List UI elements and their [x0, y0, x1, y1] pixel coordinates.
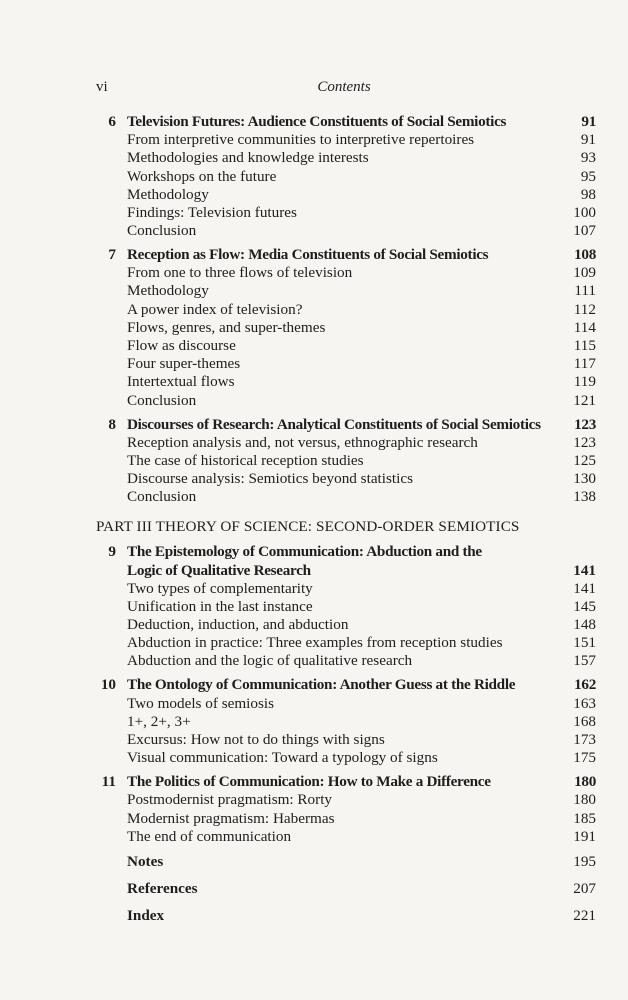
section-title: Methodology [127, 185, 209, 203]
page-number: 123 [574, 415, 596, 433]
section-entry [96, 713, 596, 731]
page-number: 98 [580, 185, 596, 203]
section-title: Postmodernist pragmatism: Rorty [127, 791, 333, 809]
section-title: Conclusion [127, 488, 197, 506]
section-entry [96, 168, 596, 186]
table-of-contents [96, 113, 596, 927]
section-entry [96, 434, 596, 452]
section-entry [96, 580, 596, 598]
chapter-title-continued [96, 562, 596, 580]
section-title: From interpretive communities to interpretive repertoires [127, 131, 475, 149]
section-title: Findings: Television futures [127, 203, 297, 221]
page-number: 121 [573, 391, 596, 409]
section-entry [96, 828, 596, 846]
page-number: 175 [573, 749, 596, 767]
page-number: 91 [580, 131, 596, 149]
section-entry [96, 186, 596, 204]
page-number: 108 [574, 246, 596, 264]
page-number: 125 [573, 451, 596, 469]
section-title: The case of historical reception studies [127, 451, 364, 469]
section-title: Abduction and the logic of qualitative research [127, 652, 413, 670]
section-entry [96, 373, 596, 391]
section-entry [96, 652, 596, 670]
section-title: Conclusion [127, 222, 197, 240]
section-entry [96, 749, 596, 767]
section-title: Conclusion [127, 391, 197, 409]
section-entry [96, 791, 596, 809]
chapter-number: 9 [108, 543, 116, 561]
part-title: PART III THEORY OF SCIENCE: SECOND-ORDER SEMIOTICS [96, 517, 520, 535]
page-number: 112 [573, 300, 596, 318]
chapter-title: The Politics of Communication: How to Make a Difference [127, 773, 491, 791]
chapter-entry [96, 543, 596, 561]
chapter-title: Television Futures: Audience Constituents of Social Semiotics [127, 113, 507, 130]
section-title: Methodology [127, 282, 209, 300]
section-entry [96, 598, 596, 616]
page-number: 95 [580, 167, 596, 185]
page-number: 119 [573, 373, 596, 391]
section-entry [96, 149, 596, 167]
section-title: Discourse analysis: Semiotics beyond statistics [127, 470, 413, 488]
section-title: Intertextual flows [127, 373, 235, 391]
chapter-entry [96, 773, 596, 791]
section-entry [96, 222, 596, 240]
chapter-title: Discourses of Research: Analytical Constituents of Social Semiotics [127, 415, 541, 433]
chapter-title: The Epistemology of Communication: Abduction and the [127, 543, 482, 561]
page-number: 114 [573, 318, 596, 336]
chapter-title: The Ontology of Communication: Another Guess at the Riddle [127, 676, 516, 694]
part-heading [96, 516, 596, 538]
section-entry [96, 204, 596, 222]
section-entry [96, 392, 596, 410]
page-number: 221 [573, 907, 596, 925]
section-entry [96, 337, 596, 355]
page-number: 157 [573, 652, 596, 670]
section-title: Deduction, induction, and abduction [127, 616, 349, 634]
section-entry [96, 695, 596, 713]
page-number: 148 [573, 616, 596, 634]
section-entry [96, 301, 596, 319]
section-entry [96, 282, 596, 300]
page-folio: vi [96, 79, 108, 95]
chapter-number: 8 [108, 415, 116, 433]
running-head: Contents [317, 79, 371, 95]
chapter-title: Reception as Flow: Media Constituents of Social Semiotics [127, 246, 489, 264]
page-number: 93 [580, 149, 596, 167]
section-title: Two types of complementarity [127, 579, 313, 597]
page-number: 111 [574, 282, 596, 300]
page-number: 107 [573, 222, 596, 240]
page-number: 115 [573, 337, 596, 355]
page-number: 130 [573, 470, 596, 488]
section-entry [96, 452, 596, 470]
page-number: 191 [573, 827, 596, 845]
chapter-number: 10 [100, 676, 116, 694]
section-title: 1+, 2+, 3+ [127, 712, 191, 730]
page-number: 168 [573, 712, 596, 730]
section-title: Visual communication: Toward a typology of signs [127, 749, 438, 767]
section-entry [96, 634, 596, 652]
section-title: Four super-themes [127, 355, 241, 373]
section-title: Two models of semiosis [127, 694, 275, 712]
chapter-entry [96, 416, 596, 434]
page-number: 91 [581, 113, 596, 130]
section-entry [96, 319, 596, 337]
section-title: A power index of television? [127, 300, 303, 318]
back-matter-title: Notes [127, 853, 164, 871]
chapter-entry [96, 676, 596, 694]
page-number: 145 [573, 597, 596, 615]
page-number: 123 [573, 433, 596, 451]
section-entry [96, 731, 596, 749]
section-entry [96, 616, 596, 634]
chapter-entry [96, 246, 596, 264]
section-entry [96, 355, 596, 373]
section-title: Modernist pragmatism: Habermas [127, 809, 335, 827]
page-number: 162 [574, 676, 596, 694]
page-number: 141 [573, 561, 596, 579]
chapter-number: 6 [108, 113, 116, 130]
section-title: Flows, genres, and super-themes [127, 318, 326, 336]
section-title: Flow as discourse [127, 337, 236, 355]
page-number: 185 [573, 809, 596, 827]
section-title: The end of communication [127, 827, 292, 845]
section-entry [96, 810, 596, 828]
page-number: 100 [573, 203, 596, 221]
section-entry [96, 131, 596, 149]
page-number: 109 [573, 264, 596, 282]
page-number: 138 [573, 488, 596, 506]
back-matter-entry [96, 850, 596, 873]
section-title: Excursus: How not to do things with signs [127, 731, 385, 748]
section-title: Workshops on the future [127, 167, 277, 185]
section-entry [96, 488, 596, 506]
page-number: 173 [573, 731, 596, 748]
page-number: 180 [573, 791, 596, 809]
section-title: From one to three flows of television [127, 264, 353, 282]
section-title: Abduction in practice: Three examples from reception studies [127, 634, 503, 652]
page-number: 141 [573, 579, 596, 597]
back-matter-entry [96, 877, 596, 900]
chapter-number: 11 [101, 773, 116, 791]
chapter-number: 7 [108, 246, 116, 264]
page-number: 117 [573, 355, 596, 373]
chapter-title-line2: Logic of Qualitative Research [127, 561, 311, 579]
back-matter-title: Index [127, 907, 165, 925]
back-matter-title: References [127, 880, 198, 898]
page-number: 163 [573, 694, 596, 712]
section-title: Methodologies and knowledge interests [127, 149, 369, 167]
chapter-entry [96, 113, 596, 131]
section-entry [96, 470, 596, 488]
section-title: Reception analysis and, not versus, ethnographic research [127, 433, 478, 451]
section-entry [96, 264, 596, 282]
page-number: 207 [573, 880, 596, 898]
back-matter-entry [96, 904, 596, 927]
page-number: 195 [573, 853, 596, 871]
page-number: 180 [574, 773, 596, 791]
section-title: Unification in the last instance [127, 597, 313, 615]
page-number: 151 [573, 634, 596, 652]
